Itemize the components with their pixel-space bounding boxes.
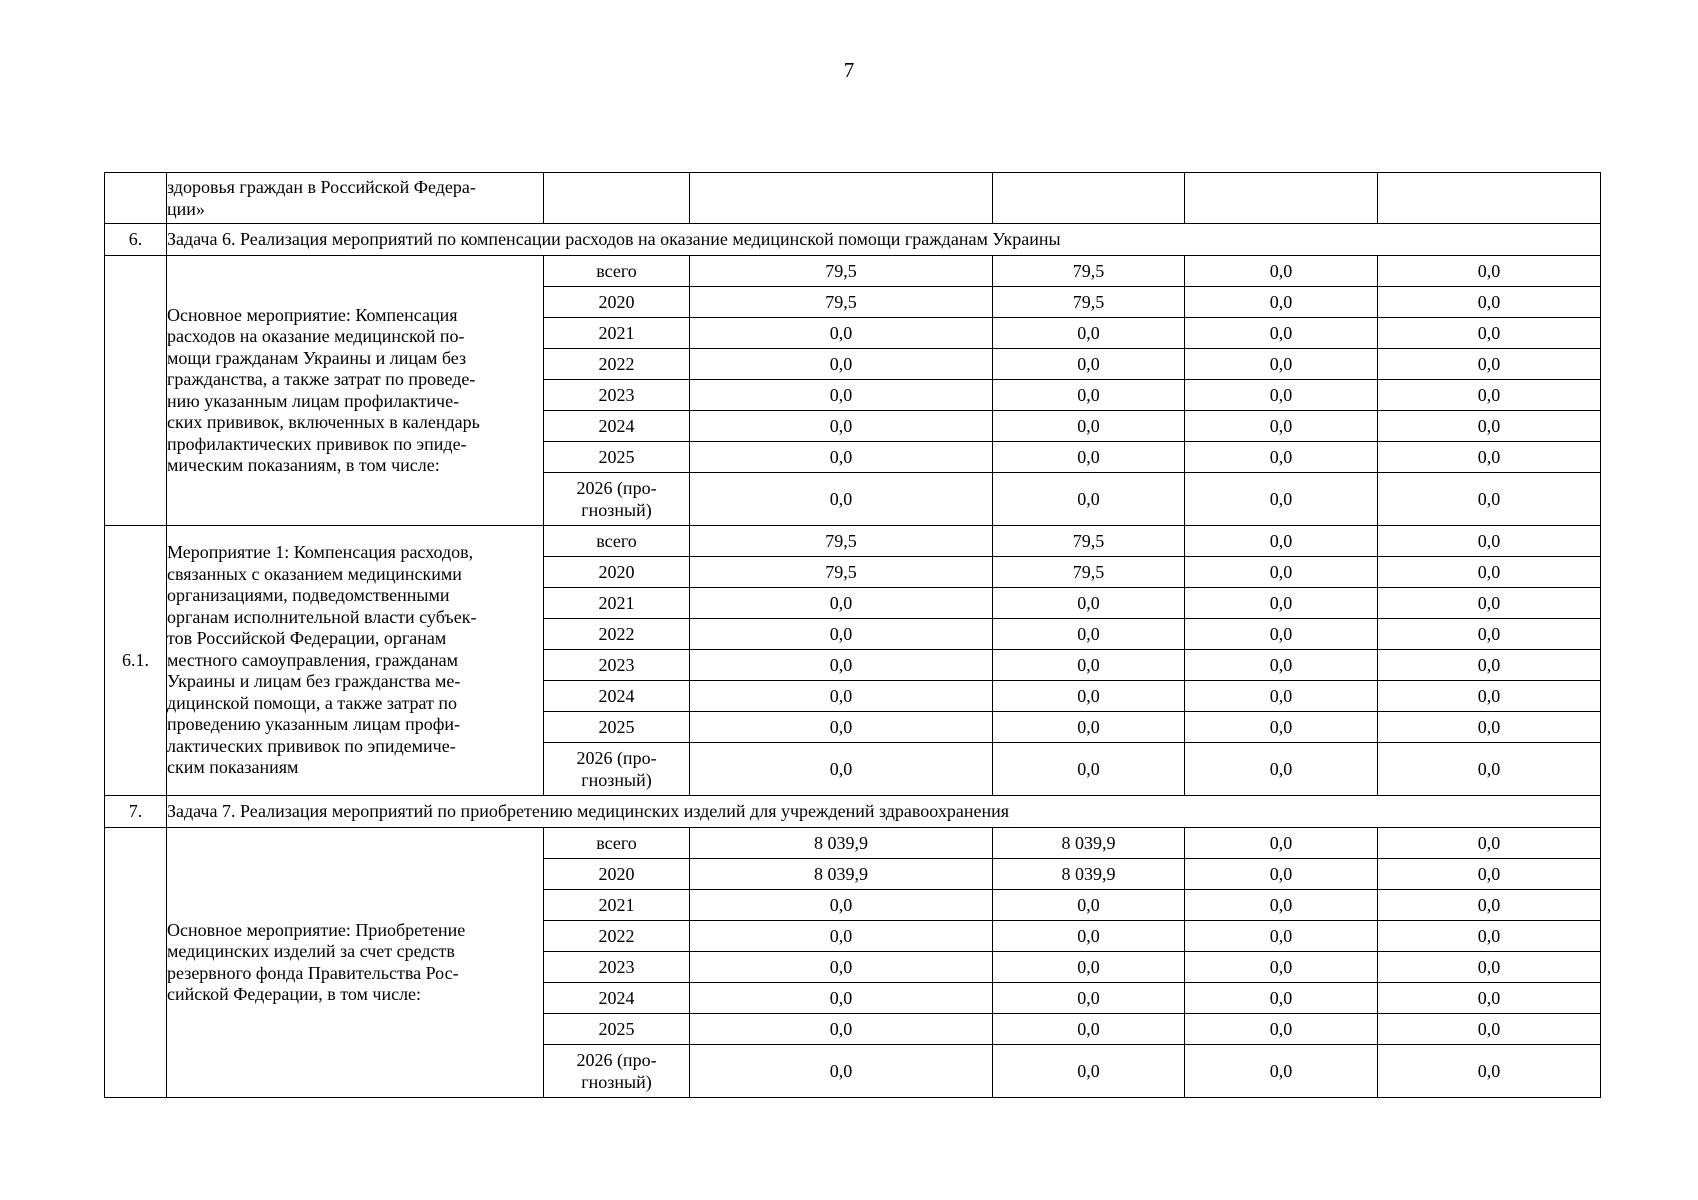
value-cell: 0,0 bbox=[993, 473, 1185, 526]
year-cell bbox=[544, 743, 690, 796]
table-row bbox=[105, 256, 1601, 287]
year-label: 2021 bbox=[598, 593, 635, 613]
year-cell bbox=[544, 380, 690, 411]
value-cell: 0,0 bbox=[1378, 890, 1601, 921]
value-cell: 79,5 bbox=[993, 557, 1185, 588]
value-cell: 8 039,9 bbox=[993, 859, 1185, 890]
value-cell: 79,5 bbox=[690, 287, 993, 318]
value-cell: 0,0 bbox=[993, 743, 1185, 796]
value-cell: 0,0 bbox=[1185, 921, 1378, 952]
year-cell bbox=[544, 287, 690, 318]
value-cell: 0,0 bbox=[1185, 828, 1378, 859]
year-label: 2023 bbox=[598, 957, 635, 977]
year-cell bbox=[544, 952, 690, 983]
value-cell: 0,0 bbox=[1378, 442, 1601, 473]
value-cell: 0,0 bbox=[1185, 473, 1378, 526]
year-label: 2025 bbox=[598, 1019, 635, 1039]
value-cell bbox=[993, 173, 1185, 224]
year-label: всего bbox=[596, 531, 637, 551]
value-cell: 0,0 bbox=[690, 983, 993, 1014]
value-cell: 0,0 bbox=[1378, 473, 1601, 526]
task-number: 6. bbox=[105, 224, 167, 256]
value-cell: 0,0 bbox=[1185, 952, 1378, 983]
value-cell: 0,0 bbox=[1185, 442, 1378, 473]
value-cell: 0,0 bbox=[993, 921, 1185, 952]
value-cell: 0,0 bbox=[690, 318, 993, 349]
value-cell: 0,0 bbox=[1378, 411, 1601, 442]
value-cell: 0,0 bbox=[1185, 256, 1378, 287]
value-cell: 0,0 bbox=[1378, 526, 1601, 557]
measure-name: здоровья граждан в Российской Федера- ции» bbox=[167, 177, 476, 219]
year-cell bbox=[544, 921, 690, 952]
table-row bbox=[105, 828, 1601, 859]
year-cell bbox=[544, 473, 690, 526]
value-cell: 0,0 bbox=[993, 1014, 1185, 1045]
year-cell bbox=[544, 349, 690, 380]
table-row bbox=[105, 173, 1601, 224]
value-cell: 0,0 bbox=[1378, 557, 1601, 588]
year-label: 2026 (про- гнозный) bbox=[576, 478, 657, 520]
measure-name: Основное мероприятие: Приобретение медицинских изделий за счет средств резервного фонда Правительства Рос- сийской Федерации, в том числе: bbox=[167, 919, 466, 1004]
value-cell: 79,5 bbox=[993, 526, 1185, 557]
value-cell: 0,0 bbox=[690, 952, 993, 983]
measure-number bbox=[105, 828, 167, 1098]
value-cell: 0,0 bbox=[993, 890, 1185, 921]
year-label: 2024 bbox=[598, 416, 635, 436]
task-title: Задача 6. Реализация мероприятий по компенсации расходов на оказание медицинской помощи гражданам Украины bbox=[167, 224, 1601, 256]
value-cell: 0,0 bbox=[1185, 557, 1378, 588]
value-cell: 0,0 bbox=[1378, 1014, 1601, 1045]
task-title: Задача 7. Реализация мероприятий по приобретению медицинских изделий для учреждений здравоохранения bbox=[167, 796, 1601, 828]
value-cell: 0,0 bbox=[993, 442, 1185, 473]
value-cell: 0,0 bbox=[690, 921, 993, 952]
value-cell: 0,0 bbox=[1378, 681, 1601, 712]
measure-name-cell bbox=[167, 526, 544, 796]
value-cell: 0,0 bbox=[1378, 712, 1601, 743]
value-cell: 79,5 bbox=[993, 287, 1185, 318]
year-cell bbox=[544, 712, 690, 743]
value-cell: 79,5 bbox=[690, 526, 993, 557]
value-cell: 0,0 bbox=[1378, 921, 1601, 952]
value-cell: 0,0 bbox=[1185, 712, 1378, 743]
value-cell: 0,0 bbox=[690, 712, 993, 743]
value-cell: 0,0 bbox=[1378, 983, 1601, 1014]
year-cell bbox=[544, 557, 690, 588]
year-cell bbox=[544, 256, 690, 287]
value-cell: 0,0 bbox=[1378, 859, 1601, 890]
year-cell bbox=[544, 588, 690, 619]
year-label: 2021 bbox=[598, 895, 635, 915]
year-cell bbox=[544, 828, 690, 859]
value-cell: 0,0 bbox=[1185, 681, 1378, 712]
value-cell bbox=[1185, 173, 1378, 224]
value-cell: 0,0 bbox=[993, 318, 1185, 349]
value-cell: 0,0 bbox=[1378, 256, 1601, 287]
year-label: 2020 bbox=[598, 864, 635, 884]
value-cell: 0,0 bbox=[1185, 890, 1378, 921]
value-cell: 0,0 bbox=[1185, 859, 1378, 890]
value-cell: 0,0 bbox=[1185, 1014, 1378, 1045]
year-cell bbox=[544, 442, 690, 473]
year-label: 2023 bbox=[598, 655, 635, 675]
value-cell: 79,5 bbox=[690, 557, 993, 588]
value-cell bbox=[1378, 173, 1601, 224]
value-cell: 0,0 bbox=[1378, 287, 1601, 318]
budget-table bbox=[104, 172, 1601, 1098]
year-cell bbox=[544, 411, 690, 442]
value-cell: 0,0 bbox=[1378, 828, 1601, 859]
value-cell: 0,0 bbox=[690, 1014, 993, 1045]
value-cell: 0,0 bbox=[690, 380, 993, 411]
year-label: всего bbox=[596, 261, 637, 281]
year-label: 2020 bbox=[598, 562, 635, 582]
value-cell: 0,0 bbox=[993, 650, 1185, 681]
value-cell: 0,0 bbox=[1185, 380, 1378, 411]
value-cell: 0,0 bbox=[993, 983, 1185, 1014]
year-label: 2022 bbox=[598, 926, 635, 946]
year-label: 2022 bbox=[598, 354, 635, 374]
year-cell bbox=[544, 1014, 690, 1045]
year-cell bbox=[544, 173, 690, 224]
value-cell: 0,0 bbox=[993, 349, 1185, 380]
value-cell: 0,0 bbox=[690, 349, 993, 380]
value-cell: 0,0 bbox=[1185, 526, 1378, 557]
year-cell bbox=[544, 318, 690, 349]
value-cell: 0,0 bbox=[1185, 743, 1378, 796]
year-label: 2022 bbox=[598, 624, 635, 644]
value-cell: 0,0 bbox=[1378, 619, 1601, 650]
value-cell: 0,0 bbox=[993, 588, 1185, 619]
year-label: 2025 bbox=[598, 447, 635, 467]
year-label: 2020 bbox=[598, 292, 635, 312]
value-cell: 0,0 bbox=[993, 952, 1185, 983]
value-cell: 0,0 bbox=[1378, 349, 1601, 380]
year-cell bbox=[544, 859, 690, 890]
year-label: 2023 bbox=[598, 385, 635, 405]
year-label: 2025 bbox=[598, 717, 635, 737]
year-label: всего bbox=[596, 833, 637, 853]
year-cell bbox=[544, 983, 690, 1014]
value-cell: 0,0 bbox=[993, 619, 1185, 650]
value-cell: 0,0 bbox=[993, 681, 1185, 712]
value-cell: 0,0 bbox=[993, 1045, 1185, 1098]
year-cell bbox=[544, 650, 690, 681]
value-cell: 0,0 bbox=[690, 681, 993, 712]
year-label: 2026 (про- гнозный) bbox=[576, 1050, 657, 1092]
value-cell: 0,0 bbox=[1185, 1045, 1378, 1098]
value-cell: 0,0 bbox=[1378, 318, 1601, 349]
measure-name: Мероприятие 1: Компенсация расходов, связанных с оказанием медицинскими организациями, подведомственными органам исполнительной власти субъек- тов Российской Федерации, органам местного самоуправления, гражданам Украины и лицам без гражданства ме- дицинской помощи, а также затрат по проведению указанным лицам профи- лактических прививок по эпидемиче- ским показаниям bbox=[167, 542, 477, 778]
value-cell: 0,0 bbox=[1378, 380, 1601, 411]
value-cell: 8 039,9 bbox=[993, 828, 1185, 859]
value-cell: 0,0 bbox=[1185, 619, 1378, 650]
value-cell: 0,0 bbox=[690, 619, 993, 650]
value-cell: 0,0 bbox=[1185, 411, 1378, 442]
table-body bbox=[105, 173, 1601, 1098]
task-number: 7. bbox=[105, 796, 167, 828]
year-label: 2024 bbox=[598, 988, 635, 1008]
task-row bbox=[105, 224, 1601, 256]
value-cell: 8 039,9 bbox=[690, 859, 993, 890]
row-number-cell bbox=[105, 173, 167, 224]
value-cell: 0,0 bbox=[1185, 650, 1378, 681]
value-cell: 0,0 bbox=[1378, 588, 1601, 619]
measure-name-cell bbox=[167, 256, 544, 526]
value-cell: 0,0 bbox=[1185, 349, 1378, 380]
value-cell: 0,0 bbox=[690, 473, 993, 526]
year-cell bbox=[544, 619, 690, 650]
value-cell: 0,0 bbox=[1185, 287, 1378, 318]
value-cell bbox=[690, 173, 993, 224]
value-cell: 0,0 bbox=[690, 411, 993, 442]
value-cell: 0,0 bbox=[690, 650, 993, 681]
value-cell: 0,0 bbox=[1378, 650, 1601, 681]
year-cell bbox=[544, 890, 690, 921]
value-cell: 0,0 bbox=[993, 380, 1185, 411]
year-cell bbox=[544, 526, 690, 557]
value-cell: 0,0 bbox=[993, 411, 1185, 442]
value-cell: 0,0 bbox=[690, 890, 993, 921]
year-label: 2026 (про- гнозный) bbox=[576, 748, 657, 790]
value-cell: 0,0 bbox=[690, 442, 993, 473]
year-cell bbox=[544, 1045, 690, 1098]
year-label: 2021 bbox=[598, 323, 635, 343]
value-cell: 0,0 bbox=[690, 588, 993, 619]
value-cell: 0,0 bbox=[690, 1045, 993, 1098]
value-cell: 0,0 bbox=[1378, 952, 1601, 983]
page-number: 7 bbox=[843, 58, 855, 82]
value-cell: 79,5 bbox=[993, 256, 1185, 287]
value-cell: 0,0 bbox=[993, 712, 1185, 743]
year-label: 2024 bbox=[598, 686, 635, 706]
task-row bbox=[105, 796, 1601, 828]
measure-name-cell bbox=[167, 173, 544, 224]
value-cell: 0,0 bbox=[1185, 588, 1378, 619]
measure-number bbox=[105, 256, 167, 526]
value-cell: 0,0 bbox=[1378, 1045, 1601, 1098]
value-cell: 0,0 bbox=[690, 743, 993, 796]
value-cell: 79,5 bbox=[690, 256, 993, 287]
value-cell: 0,0 bbox=[1378, 743, 1601, 796]
value-cell: 8 039,9 bbox=[690, 828, 993, 859]
value-cell: 0,0 bbox=[1185, 983, 1378, 1014]
year-cell bbox=[544, 681, 690, 712]
measure-name-cell bbox=[167, 828, 544, 1098]
table-row bbox=[105, 526, 1601, 557]
value-cell: 0,0 bbox=[1185, 318, 1378, 349]
measure-number: 6.1. bbox=[105, 526, 167, 796]
measure-name: Основное мероприятие: Компенсация расходов на оказание медицинской по- мощи гражданам Украины и лицам без гражданства, а также затрат по проведе- нию указанным лицам профилактиче- ских прививок, включенных в календарь профилактических прививок по эпиде- мическим показаниям, в том числе: bbox=[167, 304, 480, 475]
